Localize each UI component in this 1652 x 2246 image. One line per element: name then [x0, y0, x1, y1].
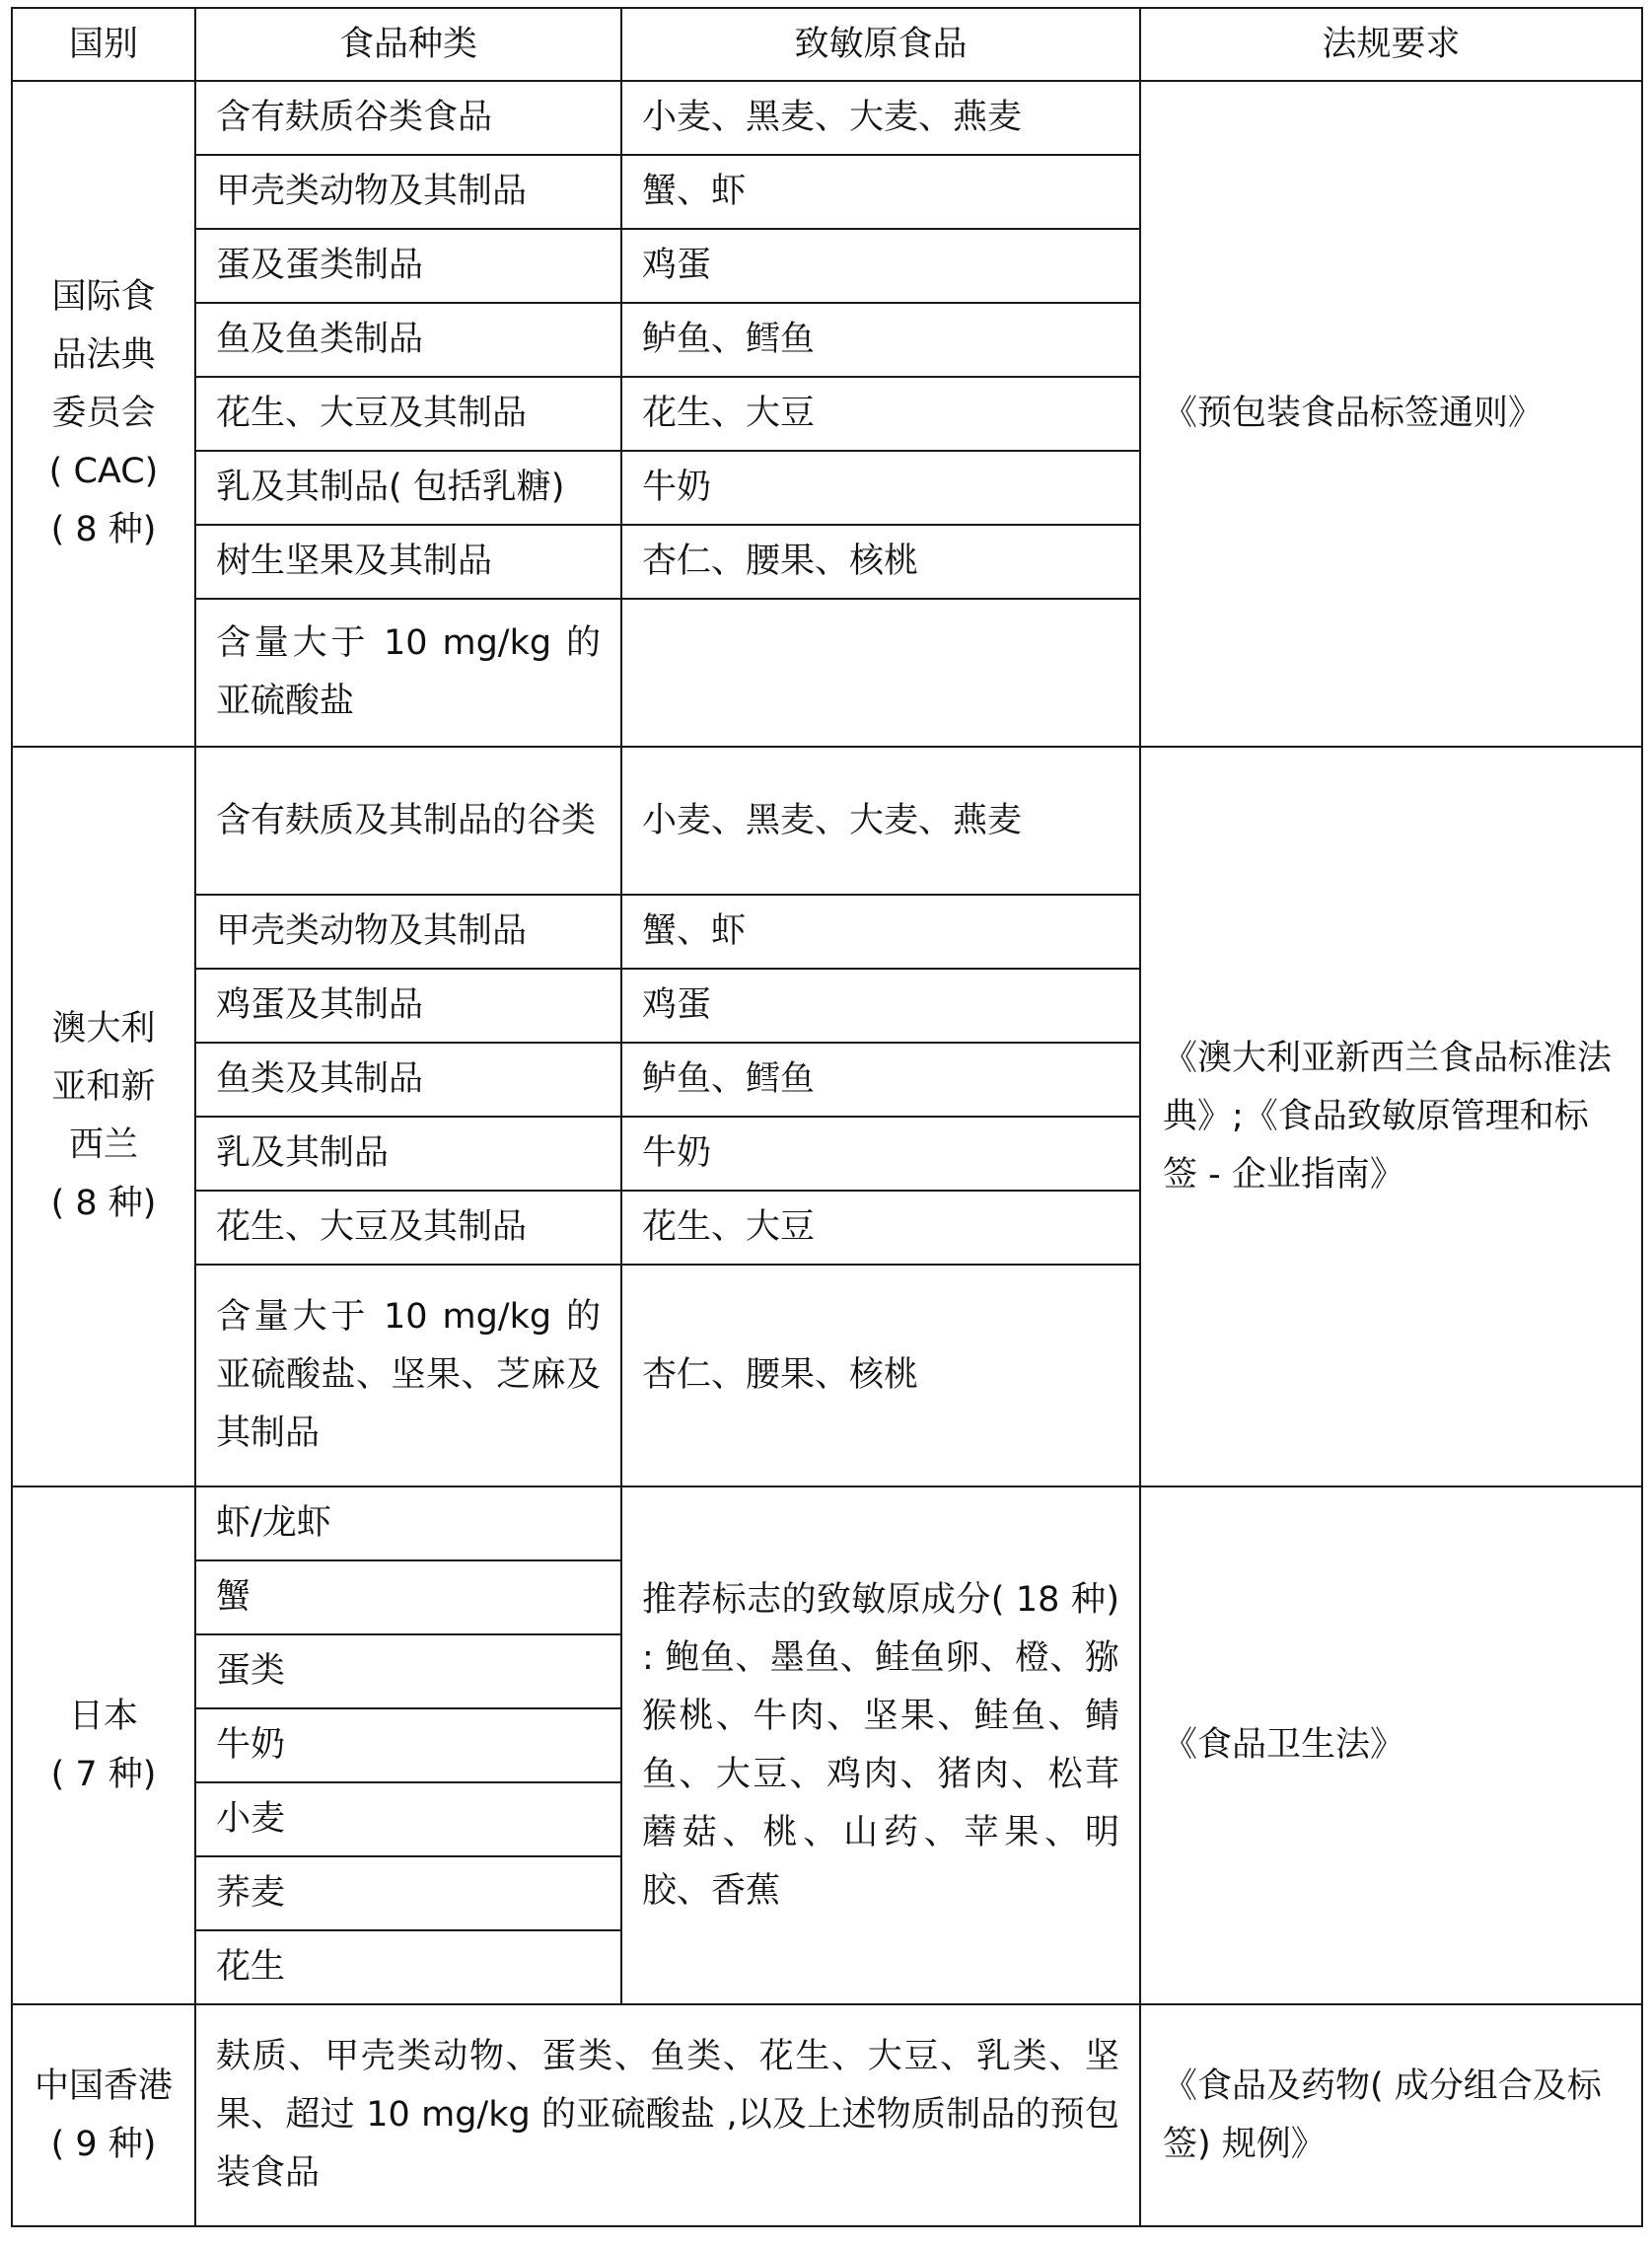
table-row [12, 2004, 1642, 2226]
table-row [12, 747, 1642, 895]
food-category-cell: 花生、大豆及其制品 [195, 1191, 621, 1265]
region-cac [12, 81, 195, 747]
allergen-cell: 鲈鱼、鳕鱼 [621, 1043, 1140, 1117]
header-region: 国别 [12, 8, 195, 81]
food-category-cell: 荞麦 [195, 1856, 621, 1930]
region-cac-line: ( 8 种) [50, 510, 157, 549]
food-category-cell: 虾/龙虾 [195, 1486, 621, 1560]
food-category-cell: 鱼类及其制品 [195, 1043, 621, 1117]
region-anz [12, 747, 195, 1486]
region-anz-line: 亚和新 [51, 1067, 156, 1107]
regulation-hongkong: 《食品及药物( 成分组合及标签) 规例》 [1140, 2004, 1642, 2226]
regulation-anz: 《澳大利亚新西兰食品标准法典》;《食品致敏原管理和标签 - 企业指南》 [1140, 747, 1642, 1486]
hongkong-content: 麸质、甲壳类动物、蛋类、鱼类、花生、大豆、乳类、坚果、超过 10 mg/kg 的亚硫酸盐 ,以及上述物质制品的预包装食品 [195, 2004, 1140, 2226]
food-category-cell: 含有麸质谷类食品 [195, 81, 621, 155]
region-hongkong [12, 2004, 195, 2226]
food-category-cell: 牛奶 [195, 1708, 621, 1782]
region-hongkong-line: ( 9 种) [50, 2124, 157, 2164]
food-category-cell: 含有麸质及其制品的谷类 [195, 747, 621, 895]
allergen-cell: 牛奶 [621, 1117, 1140, 1191]
food-category-cell: 树生坚果及其制品 [195, 525, 621, 599]
table-row [12, 1486, 1642, 1560]
allergen-cell: 杏仁、腰果、核桃 [621, 525, 1140, 599]
region-japan [12, 1486, 195, 2004]
food-category-cell: 甲壳类动物及其制品 [195, 895, 621, 969]
header-row [12, 8, 1642, 81]
food-category-cell: 蛋及蛋类制品 [195, 229, 621, 303]
allergen-cell: 杏仁、腰果、核桃 [621, 1265, 1140, 1486]
allergen-japan: 推荐标志的致敏原成分( 18 种) : 鲍鱼、墨鱼、鲑鱼卵、橙、猕猴桃、牛肉、坚果、鲑鱼、鲭鱼、大豆、鸡肉、猪肉、松茸蘑菇、桃、山药、苹果、明胶、香蕉 [621, 1486, 1140, 2004]
food-category-cell: 乳及其制品( 包括乳糖) [195, 451, 621, 525]
allergen-cell [621, 599, 1140, 747]
allergen-cell: 花生、大豆 [621, 377, 1140, 451]
region-cac-line: 国际食 [51, 277, 156, 317]
header-food-category: 食品种类 [195, 8, 621, 81]
header-allergen-food: 致敏原食品 [621, 8, 1140, 81]
food-category-cell: 甲壳类动物及其制品 [195, 155, 621, 229]
region-cac-line: ( CAC) [48, 452, 159, 491]
region-hongkong-line: 中国香港 [34, 2065, 173, 2106]
food-category-cell: 花生、大豆及其制品 [195, 377, 621, 451]
food-category-cell: 花生 [195, 1930, 621, 2004]
region-anz-line: ( 8 种) [50, 1184, 157, 1223]
allergen-cell: 鸡蛋 [621, 969, 1140, 1043]
food-category-cell: 蛋类 [195, 1634, 621, 1708]
allergen-cell: 蟹、虾 [621, 895, 1140, 969]
food-category-cell: 鱼及鱼类制品 [195, 303, 621, 377]
region-cac-line: 委员会 [51, 394, 156, 433]
allergen-cell: 鸡蛋 [621, 229, 1140, 303]
header-regulation: 法规要求 [1140, 8, 1642, 81]
food-category-cell: 鸡蛋及其制品 [195, 969, 621, 1043]
region-japan-line: 日本 [68, 1696, 138, 1736]
food-category-cell: 小麦 [195, 1782, 621, 1856]
regulation-cac: 《预包装食品标签通则》 [1140, 81, 1642, 747]
region-cac-line: 品法典 [51, 335, 156, 375]
food-category-cell: 乳及其制品 [195, 1117, 621, 1191]
allergen-cell: 蟹、虾 [621, 155, 1140, 229]
table-row [12, 81, 1642, 155]
food-category-cell: 蟹 [195, 1560, 621, 1634]
allergen-cell: 小麦、黑麦、大麦、燕麦 [621, 81, 1140, 155]
regulation-japan: 《食品卫生法》 [1140, 1486, 1642, 2004]
region-anz-line: 澳大利 [51, 1009, 156, 1049]
food-category-cell: 含量大于 10 mg/kg 的亚硫酸盐、坚果、芝麻及其制品 [195, 1265, 621, 1486]
allergen-cell: 小麦、黑麦、大麦、燕麦 [621, 747, 1140, 895]
food-category-cell: 含量大于 10 mg/kg 的亚硫酸盐 [195, 599, 621, 747]
allergen-regulation-table [11, 7, 1643, 2227]
region-anz-line: 西兰 [68, 1125, 138, 1165]
allergen-cell: 牛奶 [621, 451, 1140, 525]
allergen-cell: 花生、大豆 [621, 1191, 1140, 1265]
region-japan-line: ( 7 种) [50, 1754, 157, 1794]
allergen-cell: 鲈鱼、鳕鱼 [621, 303, 1140, 377]
